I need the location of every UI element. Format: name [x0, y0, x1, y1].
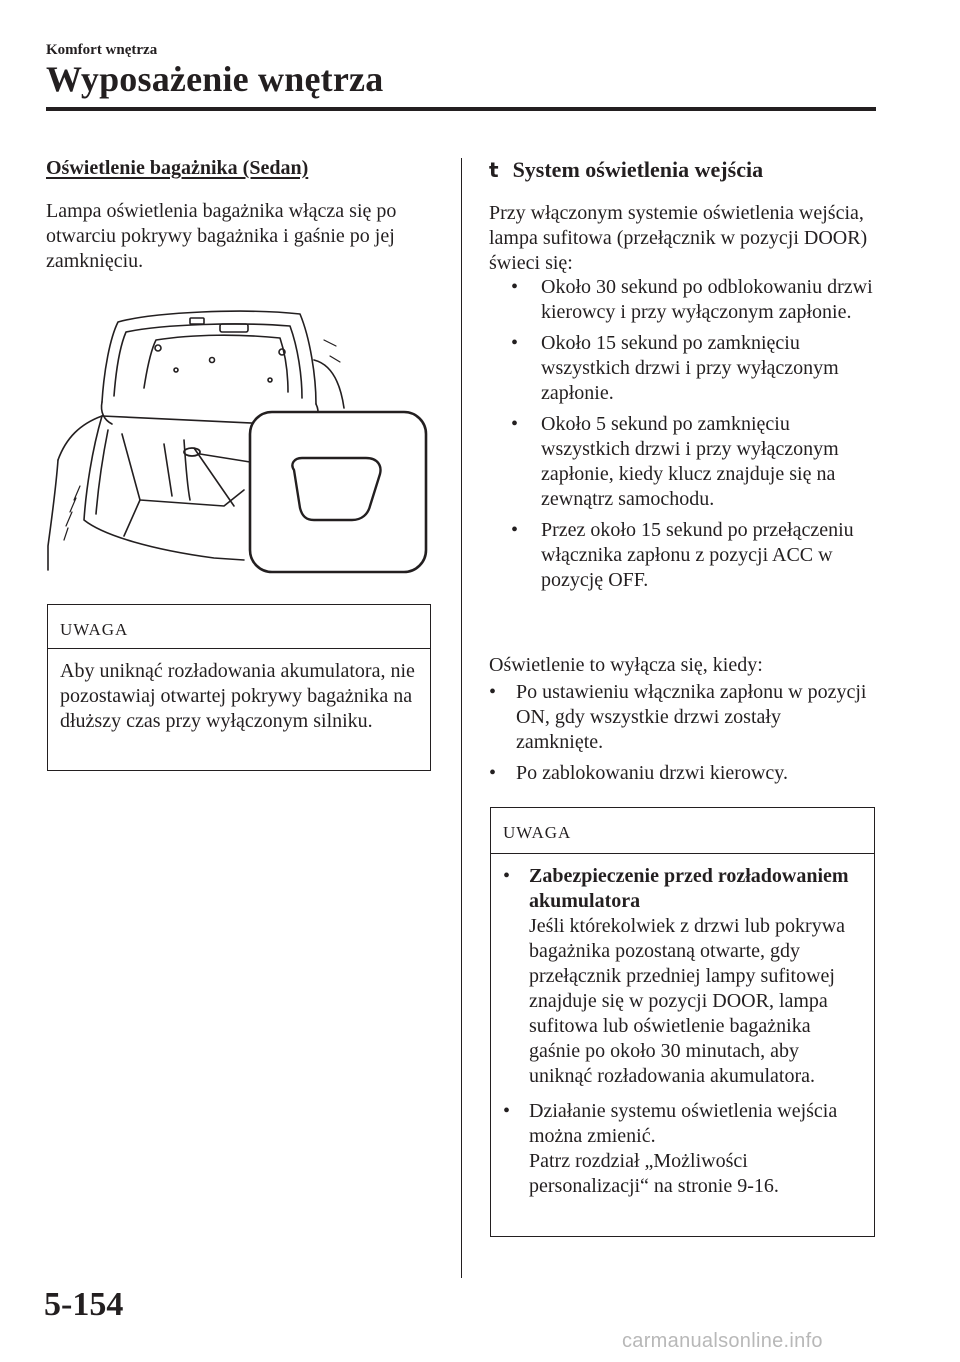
title-rule	[46, 107, 876, 111]
list-item: • Około 30 sekund po odblokowaniu drzwi kierowcy i przy wyłączonym zapłonie.	[511, 276, 873, 323]
section-marker-icon: t	[489, 158, 499, 182]
list-item	[503, 864, 864, 1089]
note-body: Aby uniknąć rozładowania akumulatora, nie pozostawiaj otwartej pokrywy bagażnika na dłuższy czas przy wyłączonym silniku.	[60, 660, 415, 732]
lighting-off-list	[489, 680, 869, 792]
bullet-icon: •	[489, 681, 497, 703]
list-item	[503, 1099, 864, 1199]
section-label: Komfort wnętrza	[46, 42, 158, 58]
bullet-icon: •	[489, 762, 497, 784]
list-item: • Po zablokowaniu drzwi kierowcy.	[489, 762, 788, 784]
bullet-icon: •	[503, 1100, 511, 1122]
list-item: • Po ustawieniu włącznika zapłonu w pozycji ON, gdy wszystkie drzwi zostały zamknięte.	[489, 681, 867, 753]
trunk-light-heading: Oświetlenie bagażnika (Sedan)	[46, 157, 309, 179]
list-item: • Około 5 sekund po zamknięciu wszystkich drzwi i przy wyłączonym zapłonie, kiedy klucz znajduje się na zewnątrz samochodu.	[511, 413, 839, 510]
lighting-conditions-list	[511, 275, 881, 599]
bullet-icon: •	[511, 519, 519, 541]
page-number: 5-154	[44, 1286, 124, 1323]
trunk-light-paragraph: Lampa oświetlenia bagażnika włącza się po otwarciu pokrywy bagażnika i gaśnie po jej zamknięciu.	[46, 200, 397, 272]
page-title: Wyposażenie wnętrza	[46, 59, 384, 99]
column-divider	[461, 158, 462, 1278]
bullet-icon: •	[503, 865, 511, 887]
list-item: • Przez około 15 sekund po przełączeniu włącznika zapłonu z pozycji ACC w pozycję OFF.	[511, 519, 854, 591]
note-title: UWAGA	[491, 808, 874, 854]
lighting-off-intro: Oświetlenie to wyłącza się, kiedy:	[489, 654, 763, 676]
note-item-text: Działanie systemu oświetlenia wejścia można zmienić.	[529, 1100, 838, 1147]
list-item: • Około 15 sekund po zamknięciu wszystkich drzwi i przy wyłączonym zapłonie.	[511, 332, 839, 404]
bullet-icon: •	[511, 413, 519, 435]
illuminated-entry-intro: Przy włączonym systemie oświetlenia wejścia, lampa sufitowa (przełącznik w pozycji DOOR) świeci się:	[489, 202, 868, 274]
bullet-icon: •	[511, 276, 519, 298]
note-box-trunk	[47, 604, 431, 771]
note-item-heading: Zabezpieczenie przed rozładowaniem akumulatora	[529, 865, 849, 912]
illuminated-entry-heading	[489, 157, 763, 183]
note-body	[491, 854, 874, 1199]
watermark: carmanualsonline.info	[622, 1330, 823, 1352]
bullet-icon: •	[511, 332, 519, 354]
note-title: UWAGA	[48, 605, 430, 649]
note-item-reference: Patrz rozdział „Możliwości personalizacji“ na stronie 9-16.	[529, 1150, 779, 1197]
note-item-text: Jeśli którekolwiek z drzwi lub pokrywa bagażnika pozostaną otwarte, gdy przełącznik przedniej lampy sufitowej znajduje się w pozycji DOOR, lampa sufitowa lub oświetlenie bagażnika gaśnie po około 30 minutach, aby uniknąć rozładowania akumulatora.	[529, 915, 846, 1087]
note-box-illuminated-entry	[490, 807, 875, 1237]
trunk-light-illustration	[44, 300, 436, 582]
heading-text: System oświetlenia wejścia	[512, 157, 764, 182]
